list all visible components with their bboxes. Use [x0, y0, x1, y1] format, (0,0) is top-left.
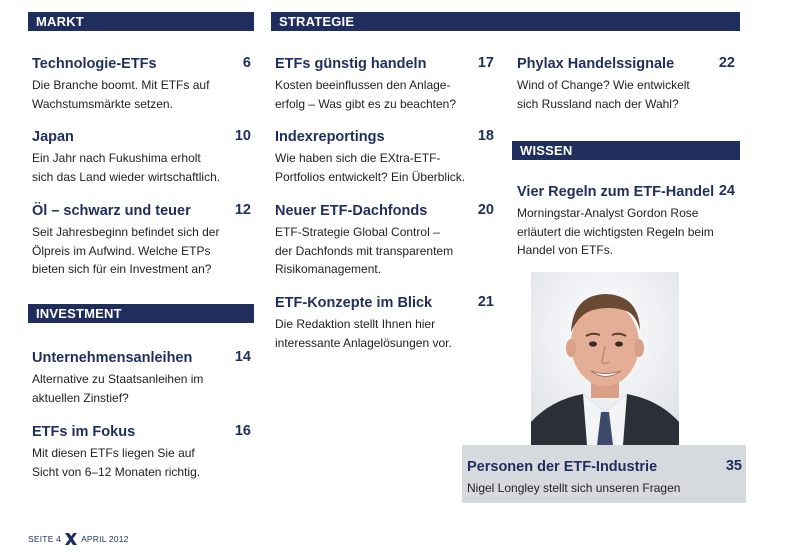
section-investment-bar: INVESTMENT	[28, 304, 254, 323]
article-description: Wind of Change? Wie entwickelt sich Russland nach der Wahl?	[517, 78, 690, 111]
article-page-number: 20	[477, 202, 494, 218]
article-fokus[interactable]	[32, 423, 251, 481]
section-markt-bar: MARKT	[28, 12, 254, 31]
article-oel[interactable]	[32, 202, 251, 279]
section-wissen-bar: WISSEN	[512, 141, 740, 160]
article-title: Neuer ETF-Dachfonds	[275, 203, 428, 219]
article-technologie[interactable]	[32, 55, 251, 113]
article-page-number: 10	[234, 128, 251, 144]
page-footer	[28, 532, 129, 546]
x-logo-icon	[64, 532, 78, 546]
article-title: Öl – schwarz und teuer	[32, 203, 191, 219]
article-dachfonds[interactable]	[275, 202, 494, 279]
article-description: Mit diesen ETFs liegen Sie auf Sicht von 6–12 Monaten richtig.	[32, 446, 201, 479]
footer-page-label: SEITE 4	[28, 534, 62, 544]
article-description: Die Redaktion stellt Ihnen hier interessante Anlagelösungen vor.	[275, 317, 452, 350]
article-konzepte[interactable]	[275, 294, 494, 352]
article-guenstig[interactable]	[275, 55, 494, 113]
article-title: Unternehmensanleihen	[32, 350, 193, 366]
article-description: ETF-Strategie Global Control – der Dachfonds mit transparentem Risikomanagement.	[275, 225, 454, 276]
article-personen[interactable]	[467, 458, 742, 498]
article-description: Wie haben sich die EXtra-ETF- Portfolios entwickelt? Ein Überblick.	[275, 151, 466, 184]
article-page-number: 6	[242, 55, 251, 71]
article-title: ETFs günstig handeln	[275, 56, 427, 72]
article-title: Japan	[32, 129, 74, 145]
article-title: ETF-Konzepte im Blick	[275, 295, 433, 311]
article-page-number: 16	[234, 423, 251, 439]
person-portrait-image	[531, 272, 679, 445]
article-page-number: 12	[234, 202, 251, 218]
article-page-number: 17	[477, 55, 494, 71]
article-title: ETFs im Fokus	[32, 424, 136, 440]
article-page-number: 18	[477, 128, 494, 144]
article-indexreportings[interactable]	[275, 128, 494, 186]
article-unternehmensanleihen[interactable]	[32, 349, 251, 407]
article-page-number: 22	[718, 55, 735, 71]
article-description: Alternative zu Staatsanleihen im aktuellen Zinstief?	[32, 372, 204, 405]
section-strategie-bar: STRATEGIE	[271, 12, 740, 31]
article-page-number: 21	[477, 294, 494, 310]
article-page-number: 24	[718, 183, 735, 199]
person-feature-box[interactable]	[462, 445, 746, 503]
article-title: Technologie-ETFs	[32, 56, 157, 72]
article-description: Ein Jahr nach Fukushima erholt sich das Land wieder wirtschaftlich.	[32, 151, 221, 184]
article-page-number: 35	[725, 458, 742, 474]
article-description: Die Branche boomt. Mit ETFs auf Wachstumsmärkte setzen.	[32, 78, 210, 111]
article-title: Vier Regeln zum ETF-Handel	[517, 184, 715, 200]
portrait-drawing	[531, 272, 679, 445]
article-description: Nigel Longley stellt sich unseren Fragen	[467, 481, 681, 495]
article-title: Phylax Handelssignale	[517, 56, 675, 72]
article-title: Indexreportings	[275, 129, 385, 145]
article-japan[interactable]	[32, 128, 251, 186]
article-description: Morningstar-Analyst Gordon Rose erläutert die wichtigsten Regeln beim Handel von ETFs.	[517, 206, 714, 257]
article-title: Personen der ETF-Industrie	[467, 459, 658, 475]
article-regeln[interactable]	[517, 183, 735, 260]
article-description: Seit Jahresbeginn befindet sich der Ölpreis im Aufwind. Welche ETPs bieten sich für ein Investment an?	[32, 225, 220, 276]
article-description: Kosten beeinflussen den Anlage- erfolg – Was gibt es zu beachten?	[275, 78, 456, 111]
article-page-number: 14	[234, 349, 251, 365]
article-phylax[interactable]	[517, 55, 735, 113]
footer-issue-date: APRIL 2012	[81, 534, 129, 544]
